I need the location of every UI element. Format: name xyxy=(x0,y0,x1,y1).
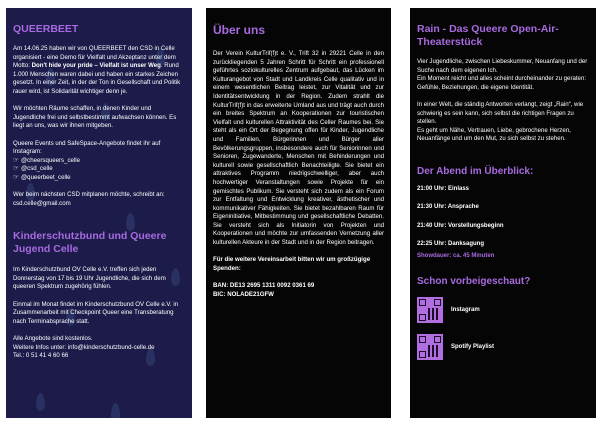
queerbeet-para3: Queere Events und SafeSpace-Angebote findet ihr auf Instagram: xyxy=(13,139,161,156)
rain-para1: Vier Jugendliche, zwischen Liebeskummer, Neuanfang und der Suche nach dem eigenen Ich. xyxy=(417,58,588,74)
queerbeet-para2: Wir möchten Räume schaffen, in denen Kinder und Jugendliche frei und selbstbestimmt aufwachsen können. Es liegt an uns, was wir ihnen mitgeben. xyxy=(13,105,177,130)
hand-pointing-icon: ☞ xyxy=(13,156,19,164)
visit-title: Schon vorbeigeschaut? xyxy=(417,276,531,288)
ueber-uns-body: Der Verein KulturTrif(f)t e. V., Trift 32 in 29221 Celle in den zurückliegenden 5 Jahren Schritt für Schritt ein professionell geführtes soziokulturelles Zentrum aufgebaut, das Lücken im Kulturangebot von Stadt und Landkreis Celle qualitativ und in einem wesentlichen Beitrag leistet, zur Vitalität und zur Identitätsentwicklung in der Region. Zudem strahlt die KulturTrif(f)t in das erweiterte Umland aus und trägt auch durch ein breites Spektrum an Kooperationen zur touristischen Vielfalt und kulturellen Attraktivität des Celler Raumes bei. Sie steht als ein Ort der Begegnung offen für Kinder, Jugendliche und Familien, Bürgerinnen und Bürger aller Bevölkerungsgruppen, insbesondere auch für Seniorinnen und Senioren, Zugewanderte, Menschen mit Behinderungen und kulturell sowie gesellschaftlich Benachteiligte. Sie bietet ein attraktives Programm niedrigschwelliger, aber auch hochwertiger Veranstaltungen sowie Projekte für ein gemischtes Publikum. Sie versteht sich zudem als ein Forum zur Entfaltung und Entwicklung kreativer, ästhetischer und kommunikativer Fähigkeiten. Sie bietet bezahlbaren Raum für Eigeninitiative, Mitbestimmung und gesellschaftliche Debatten. Sie versteht sich als Initiatorin von Projekten und Kooperationen und möchte zur umfassenden Vernetzung aller kulturellen Akteure in der Stadt und in der Region beitragen. xyxy=(213,50,384,247)
hand-pointing-icon: ☞ xyxy=(13,173,19,181)
bic: BIC: NOLADE21GFW xyxy=(213,290,274,298)
spotify-link[interactable] xyxy=(417,334,589,360)
csd-contact: Wer beim nächsten CSD mitplanen möchte, schreibt an: csd.celle@gmail.com xyxy=(13,191,165,207)
kinderschutzbund-title: Kinderschutzbund und Queere Jugend Celle xyxy=(13,230,167,256)
iban: BAN: DE13 2695 1311 0092 0361 69 xyxy=(213,282,315,290)
instagram-link-label: Instagram xyxy=(451,307,480,314)
rain-title: Rain - Das Queere Open-Air-Theaterstück xyxy=(417,23,559,48)
ueber-uns-title: Über uns xyxy=(213,23,266,37)
schedule-item: 21:00 Uhr: Einlass xyxy=(417,185,470,192)
instagram-link[interactable] xyxy=(417,297,589,323)
rain-para3: In einer Welt, die ständig Antworten verlangt, zeigt „Rain“, wie schwierig es sein kann, sich selbst die richtigen Fragen zu stellen. xyxy=(417,100,584,126)
rain-para2: Ein Moment reicht und alles scheint durcheinander zu geraten: Gefühle, Beziehungen, die eigene Identität. xyxy=(417,75,587,91)
instagram-handle-1[interactable]: ☞ @cheersqueers_celle xyxy=(13,156,81,164)
show-duration: Showdauer: ca. 45 Minuten xyxy=(417,252,495,259)
hand-pointing-icon: ☞ xyxy=(13,165,19,173)
schedule-item: 22:25 Uhr: Danksagung xyxy=(417,240,485,247)
schedule-title: Der Abend im Überblick: xyxy=(417,165,534,177)
kinderschutzbund-para1: Im Kinderschutzbund OV Celle e.V. treffen sich jeden Donnerstag von 17 bis 19 Uhr Jugendliche, die sich dem queeren Spektrum zugehörig fühlen. xyxy=(13,266,166,291)
offers-free: Alle Angebote sind kostenlos. xyxy=(13,335,93,343)
donation-request: Für die weitere Vereinsarbeit bitten wir um großzügige Spenden: xyxy=(213,256,371,272)
kinderschutzbund-para2: Einmal im Monat findet im Kinderschutzbund OV Celle e.V. in Zusammenarbeit mit Checkpoint Queer eine Transberatung nach Terminabsprache statt. xyxy=(13,300,179,325)
schedule-item: 21:30 Uhr: Ansprache xyxy=(417,204,479,211)
spotify-link-label: Spotify Playlist xyxy=(451,344,495,351)
panel-ueber-uns xyxy=(206,8,391,418)
panel-queerbeet xyxy=(6,8,192,418)
schedule-item: 21:40 Uhr: Vorstellungsbeginn xyxy=(417,222,504,229)
queerbeet-title: QUEERBEET xyxy=(13,23,79,35)
qr-code-icon xyxy=(417,297,443,323)
phone-number: Tel.: 0 51 41 4 60 66 xyxy=(13,352,69,360)
rain-para4: Es geht um Nähe, Vertrauen, Liebe, gebrochene Herzen, Neuanfänge und um den Mut, zu sich selbst zu stehen. xyxy=(417,126,571,143)
qr-code-icon xyxy=(417,334,443,360)
more-info-email[interactable]: Weitere Infos unter: info@kinderschutzbund-celle.de xyxy=(13,343,155,351)
panel-rain-theater xyxy=(410,8,596,418)
instagram-handle-2[interactable]: ☞ @csd_celle xyxy=(13,165,53,173)
queerbeet-intro: Am 14.06.25 haben wir von QUEERBEET den CSD in Celle organisiert - eine Demo für Vielfalt und Akzeptanz unter dem Motto: Don't hide your pride – Vielfalt ist unser Weg. Rund 1.000 Menschen waren dabei und haben ein starkes Zeichen gesetzt. In einer Zeit, in der der Ton in Gesellschaft und Politik rauer wird, ist Solidarität wichtiger denn je. xyxy=(13,45,181,95)
instagram-handle-3[interactable]: ☞ @queerbeet_celle xyxy=(13,173,71,181)
